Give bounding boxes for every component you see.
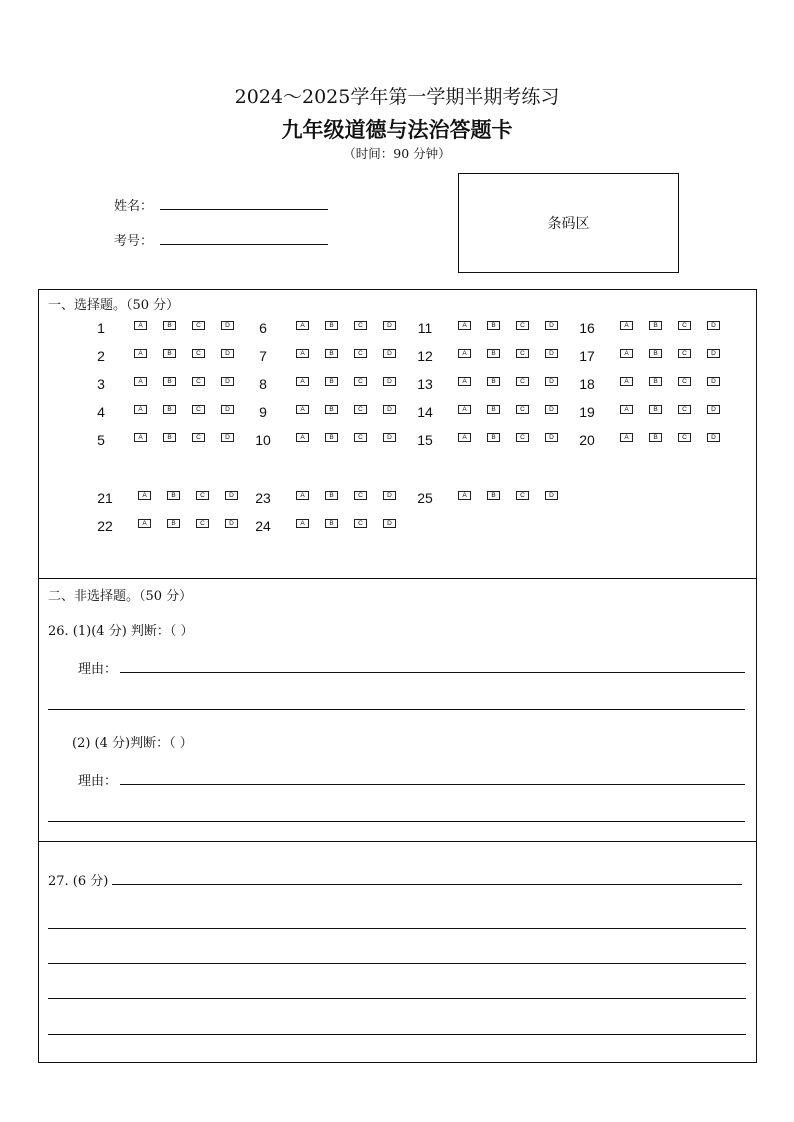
option-bubble-a[interactable]: A bbox=[458, 349, 471, 358]
option-bubble-d[interactable]: D bbox=[383, 405, 396, 414]
option-bubble-d[interactable]: D bbox=[383, 349, 396, 358]
question-number: 18 bbox=[579, 376, 595, 392]
option-bubble-a[interactable]: A bbox=[138, 519, 151, 528]
open-answer-section bbox=[38, 578, 757, 842]
option-bubble-d[interactable]: D bbox=[707, 349, 720, 358]
option-bubble-d[interactable]: D bbox=[221, 377, 234, 386]
barcode-label: 条码区 bbox=[547, 216, 590, 232]
option-bubble-c[interactable]: C bbox=[516, 433, 529, 442]
option-bubble-a[interactable]: A bbox=[296, 377, 309, 386]
question-number: 2 bbox=[97, 348, 105, 364]
option-bubble-b[interactable]: B bbox=[487, 321, 500, 330]
option-bubble-d[interactable]: D bbox=[707, 433, 720, 442]
exam-title: 2024～2025学年第一学期半期考练习 bbox=[234, 86, 560, 108]
option-bubble-a[interactable]: A bbox=[458, 321, 471, 330]
option-bubble-d[interactable]: D bbox=[545, 349, 558, 358]
option-bubble-d[interactable]: D bbox=[545, 433, 558, 442]
option-bubble-c[interactable]: C bbox=[354, 377, 367, 386]
exam-number-field[interactable] bbox=[160, 244, 328, 245]
option-bubble-b[interactable]: B bbox=[167, 491, 180, 500]
q26-part2-reason-label: 理由： bbox=[78, 774, 118, 789]
option-bubble-b[interactable]: B bbox=[649, 349, 662, 358]
option-bubble-b[interactable]: B bbox=[487, 349, 500, 358]
option-bubble-c[interactable]: C bbox=[196, 519, 209, 528]
option-bubble-c[interactable]: C bbox=[354, 405, 367, 414]
option-bubble-c[interactable]: C bbox=[196, 491, 209, 500]
option-bubble-a[interactable]: A bbox=[620, 349, 633, 358]
name-field[interactable] bbox=[160, 209, 328, 210]
option-bubble-d[interactable]: D bbox=[545, 377, 558, 386]
option-bubble-c[interactable]: C bbox=[678, 349, 691, 358]
option-bubble-c[interactable]: C bbox=[192, 349, 205, 358]
option-bubble-d[interactable]: D bbox=[383, 433, 396, 442]
q26-part1-reason-line[interactable] bbox=[120, 672, 745, 673]
question-number: 13 bbox=[417, 376, 433, 392]
option-bubble-d[interactable]: D bbox=[383, 519, 396, 528]
option-bubble-c[interactable]: C bbox=[516, 349, 529, 358]
option-bubble-b[interactable]: B bbox=[325, 519, 338, 528]
option-bubble-b[interactable]: B bbox=[163, 349, 176, 358]
question-number: 12 bbox=[417, 348, 433, 364]
option-bubble-a[interactable]: A bbox=[620, 433, 633, 442]
option-bubble-c[interactable]: C bbox=[678, 321, 691, 330]
option-bubble-c[interactable]: C bbox=[354, 321, 367, 330]
option-bubble-a[interactable]: A bbox=[458, 377, 471, 386]
option-bubble-b[interactable]: B bbox=[325, 349, 338, 358]
question-number: 1 bbox=[97, 320, 105, 336]
option-bubble-b[interactable]: B bbox=[649, 321, 662, 330]
option-bubble-c[interactable]: C bbox=[678, 433, 691, 442]
option-bubble-c[interactable]: C bbox=[516, 321, 529, 330]
question-number: 8 bbox=[259, 376, 267, 392]
option-bubble-b[interactable]: B bbox=[167, 519, 180, 528]
option-bubble-d[interactable]: D bbox=[545, 405, 558, 414]
option-bubble-d[interactable]: D bbox=[707, 377, 720, 386]
q26-part2-prompt: (2) (4 分)判断：（ ） bbox=[72, 736, 193, 751]
question-number: 10 bbox=[255, 432, 271, 448]
option-bubble-a[interactable]: A bbox=[138, 491, 151, 500]
question-number: 21 bbox=[97, 490, 113, 506]
option-bubble-d[interactable]: D bbox=[383, 377, 396, 386]
option-bubble-b[interactable]: B bbox=[163, 405, 176, 414]
option-bubble-c[interactable]: C bbox=[678, 405, 691, 414]
option-bubble-a[interactable]: A bbox=[296, 405, 309, 414]
option-bubble-b[interactable]: B bbox=[325, 377, 338, 386]
question-number: 23 bbox=[255, 490, 271, 506]
question-number: 9 bbox=[259, 404, 267, 420]
option-bubble-c[interactable]: C bbox=[192, 433, 205, 442]
barcode-area bbox=[458, 173, 679, 273]
option-bubble-d[interactable]: D bbox=[383, 491, 396, 500]
option-bubble-b[interactable]: B bbox=[649, 405, 662, 414]
option-bubble-b[interactable]: B bbox=[163, 321, 176, 330]
option-bubble-d[interactable]: D bbox=[707, 405, 720, 414]
option-bubble-a[interactable]: A bbox=[620, 321, 633, 330]
q27-answer-line-2[interactable] bbox=[48, 928, 746, 929]
option-bubble-c[interactable]: C bbox=[516, 377, 529, 386]
q27-answer-line-1[interactable] bbox=[112, 884, 742, 885]
option-bubble-b[interactable]: B bbox=[649, 377, 662, 386]
option-bubble-a[interactable]: A bbox=[296, 433, 309, 442]
option-bubble-c[interactable]: C bbox=[516, 405, 529, 414]
question-number: 17 bbox=[579, 348, 595, 364]
option-bubble-d[interactable]: D bbox=[221, 405, 234, 414]
question-number: 19 bbox=[579, 404, 595, 420]
question-number: 16 bbox=[579, 320, 595, 336]
question-number: 11 bbox=[417, 320, 433, 336]
question-number: 15 bbox=[417, 432, 433, 448]
option-bubble-a[interactable]: A bbox=[134, 349, 147, 358]
option-bubble-a[interactable]: A bbox=[296, 349, 309, 358]
question-number: 3 bbox=[97, 376, 105, 392]
q26-part1-prompt: 26. (1)(4 分) 判断：（ ） bbox=[48, 624, 194, 639]
q27-answer-line-3[interactable] bbox=[48, 963, 746, 964]
option-bubble-d[interactable]: D bbox=[225, 491, 238, 500]
option-bubble-b[interactable]: B bbox=[487, 433, 500, 442]
question-number: 4 bbox=[97, 404, 105, 420]
option-bubble-b[interactable]: B bbox=[649, 433, 662, 442]
question-number: 6 bbox=[259, 320, 267, 336]
option-bubble-d[interactable]: D bbox=[221, 349, 234, 358]
option-bubble-a[interactable]: A bbox=[458, 491, 471, 500]
section2-title: 二、非选择题。（50 分） bbox=[48, 589, 193, 604]
option-bubble-a[interactable]: A bbox=[620, 377, 633, 386]
option-bubble-a[interactable]: A bbox=[134, 405, 147, 414]
option-bubble-a[interactable]: A bbox=[296, 491, 309, 500]
question-number: 22 bbox=[97, 518, 113, 534]
option-bubble-b[interactable]: B bbox=[325, 433, 338, 442]
option-bubble-c[interactable]: C bbox=[354, 491, 367, 500]
option-bubble-d[interactable]: D bbox=[545, 321, 558, 330]
name-label: 姓名： bbox=[114, 199, 154, 214]
q27-answer-line-4[interactable] bbox=[48, 998, 746, 999]
section1-title: 一、选择题。（50 分） bbox=[48, 298, 180, 313]
question-number: 7 bbox=[259, 348, 267, 364]
option-bubble-b[interactable]: B bbox=[325, 321, 338, 330]
q27-section bbox=[38, 841, 757, 1063]
option-bubble-b[interactable]: B bbox=[163, 433, 176, 442]
option-bubble-b[interactable]: B bbox=[325, 491, 338, 500]
answer-sheet-title: 九年级道德与法治答题卡 bbox=[281, 117, 513, 142]
option-bubble-a[interactable]: A bbox=[134, 433, 147, 442]
question-number: 14 bbox=[417, 404, 433, 420]
exam-number-label: 考号： bbox=[114, 234, 154, 249]
question-number: 25 bbox=[417, 490, 433, 506]
q26-part1-reason-label: 理由： bbox=[78, 662, 118, 677]
option-bubble-a[interactable]: A bbox=[296, 519, 309, 528]
option-bubble-d[interactable]: D bbox=[221, 321, 234, 330]
option-bubble-a[interactable]: A bbox=[620, 405, 633, 414]
option-bubble-d[interactable]: D bbox=[383, 321, 396, 330]
option-bubble-c[interactable]: C bbox=[192, 405, 205, 414]
option-bubble-a[interactable]: A bbox=[458, 405, 471, 414]
option-bubble-d[interactable]: D bbox=[221, 433, 234, 442]
option-bubble-a[interactable]: A bbox=[458, 433, 471, 442]
option-bubble-c[interactable]: C bbox=[516, 491, 529, 500]
option-bubble-c[interactable]: C bbox=[192, 377, 205, 386]
option-bubble-c[interactable]: C bbox=[678, 377, 691, 386]
q27-prompt: 27. (6 分) bbox=[48, 874, 109, 889]
question-number: 24 bbox=[255, 518, 271, 534]
option-bubble-b[interactable]: B bbox=[487, 377, 500, 386]
option-bubble-c[interactable]: C bbox=[354, 349, 367, 358]
option-bubble-a[interactable]: A bbox=[134, 377, 147, 386]
option-bubble-c[interactable]: C bbox=[354, 519, 367, 528]
q26-part2-answer-line[interactable] bbox=[48, 821, 745, 822]
option-bubble-d[interactable]: D bbox=[545, 491, 558, 500]
option-bubble-a[interactable]: A bbox=[134, 321, 147, 330]
question-number: 20 bbox=[579, 432, 595, 448]
option-bubble-b[interactable]: B bbox=[487, 491, 500, 500]
option-bubble-b[interactable]: B bbox=[163, 377, 176, 386]
option-bubble-d[interactable]: D bbox=[225, 519, 238, 528]
q27-answer-line-5[interactable] bbox=[48, 1034, 746, 1035]
q26-part2-reason-line[interactable] bbox=[120, 784, 745, 785]
question-number: 5 bbox=[97, 432, 105, 448]
option-bubble-b[interactable]: B bbox=[487, 405, 500, 414]
option-bubble-c[interactable]: C bbox=[192, 321, 205, 330]
option-bubble-d[interactable]: D bbox=[707, 321, 720, 330]
option-bubble-b[interactable]: B bbox=[325, 405, 338, 414]
option-bubble-a[interactable]: A bbox=[296, 321, 309, 330]
q26-part1-answer-line[interactable] bbox=[48, 709, 745, 710]
option-bubble-c[interactable]: C bbox=[354, 433, 367, 442]
time-note: （时间：90 分钟） bbox=[343, 146, 451, 161]
